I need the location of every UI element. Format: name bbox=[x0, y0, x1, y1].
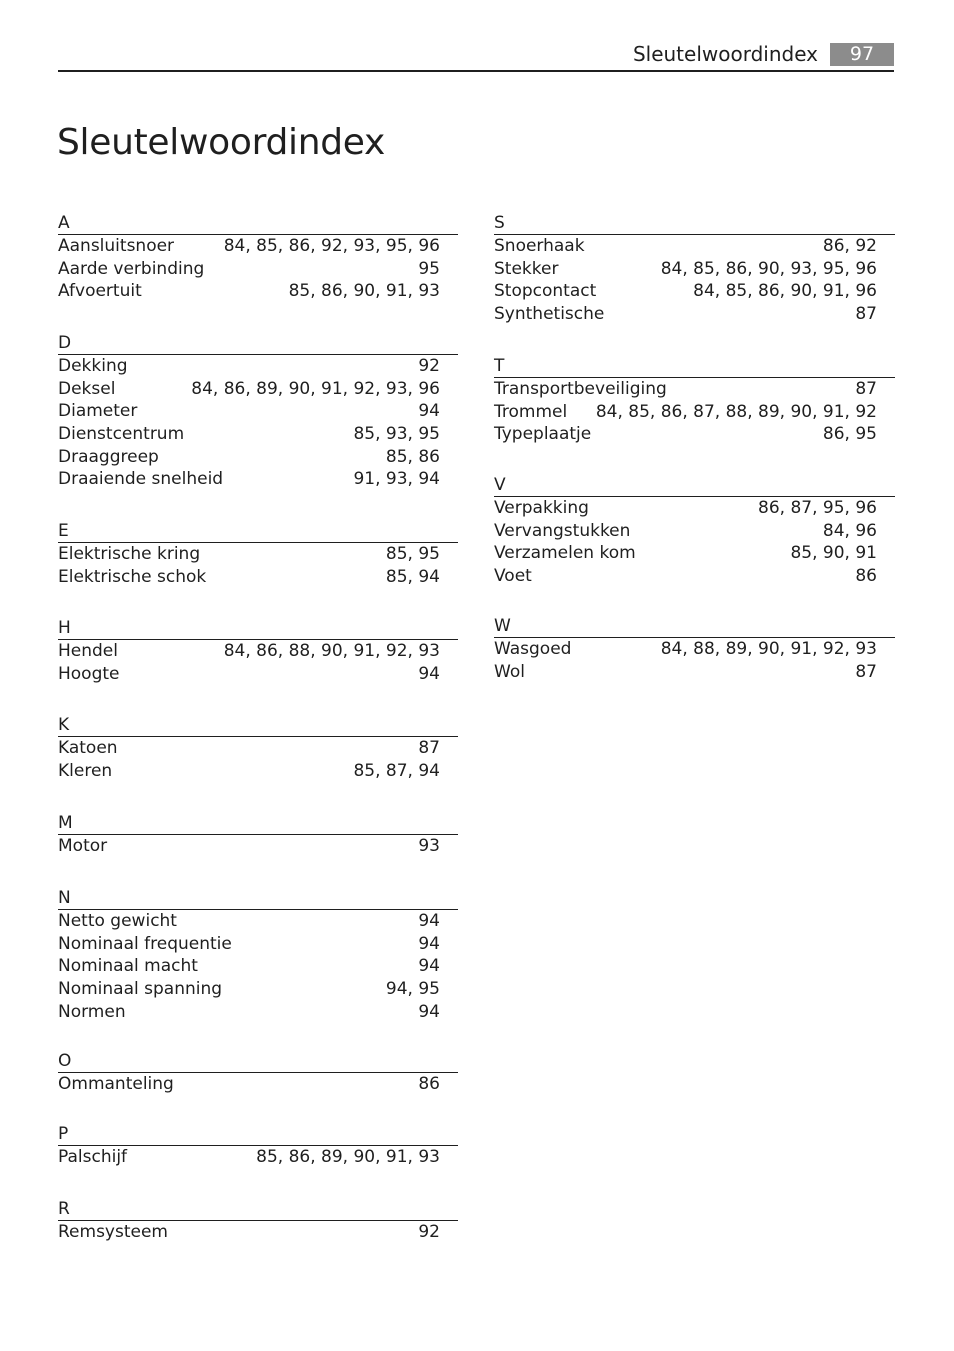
index-term: Transportbeveiliging bbox=[494, 379, 667, 399]
index-entry bbox=[494, 497, 895, 520]
page-number: 97 bbox=[830, 43, 894, 66]
section-letter: V bbox=[494, 474, 895, 497]
index-section bbox=[58, 520, 458, 588]
section-letter: O bbox=[58, 1050, 458, 1073]
index-section bbox=[58, 332, 458, 491]
index-section bbox=[58, 1050, 458, 1096]
index-entry bbox=[494, 520, 895, 543]
index-term: Afvoertuit bbox=[58, 281, 142, 302]
running-header bbox=[58, 40, 894, 72]
index-term: Remsysteem bbox=[58, 1222, 168, 1242]
index-pages: 84, 86, 89, 90, 91, 92, 93, 96 bbox=[191, 378, 440, 399]
index-term: Deksel bbox=[58, 378, 116, 399]
index-entry bbox=[58, 378, 458, 401]
index-pages: 85, 90, 91 bbox=[790, 543, 877, 564]
index-pages: 95 bbox=[418, 258, 440, 279]
index-pages: 94 bbox=[418, 1001, 440, 1022]
running-title: Sleutelwoordindex bbox=[632, 42, 818, 66]
index-entry bbox=[58, 468, 458, 491]
index-term: Normen bbox=[58, 1001, 126, 1022]
section-letter: H bbox=[58, 617, 458, 640]
index-pages: 85, 86 bbox=[385, 446, 440, 467]
index-pages: 86, 92 bbox=[822, 236, 877, 256]
index-term: Nominaal spanning bbox=[58, 979, 223, 1000]
index-term: Elektrische kring bbox=[58, 544, 201, 564]
index-term: Nominaal macht bbox=[58, 956, 198, 977]
index-pages: 87 bbox=[855, 661, 877, 682]
index-pages: 85, 86, 90, 91, 93 bbox=[288, 281, 440, 302]
index-section bbox=[58, 1198, 458, 1244]
index-entry bbox=[58, 400, 458, 423]
index-pages: 93 bbox=[418, 836, 440, 856]
index-term: Wasgoed bbox=[494, 639, 572, 659]
index-pages: 87 bbox=[855, 379, 877, 399]
index-term: Motor bbox=[58, 836, 108, 856]
index-pages: 85, 93, 95 bbox=[353, 424, 440, 445]
index-term: Ommanteling bbox=[58, 1074, 174, 1094]
section-letter: R bbox=[58, 1198, 458, 1221]
index-term: Vervangstukken bbox=[494, 520, 631, 541]
index-pages: 85, 86, 89, 90, 91, 93 bbox=[256, 1147, 440, 1167]
index-pages: 94 bbox=[418, 933, 440, 954]
index-entry bbox=[494, 423, 895, 446]
index-section bbox=[58, 714, 458, 782]
index-term: Hendel bbox=[58, 641, 118, 661]
section-letter: N bbox=[58, 887, 458, 910]
index-pages: 85, 87, 94 bbox=[353, 760, 440, 781]
section-letter: S bbox=[494, 212, 895, 235]
index-section bbox=[58, 1123, 458, 1169]
index-entry bbox=[494, 401, 895, 424]
index-term: Draaggreep bbox=[58, 446, 159, 467]
index-entry bbox=[58, 235, 458, 258]
index-entry bbox=[58, 543, 458, 566]
index-entry bbox=[58, 835, 458, 858]
index-entry bbox=[494, 565, 895, 588]
index-pages: 92 bbox=[418, 1222, 440, 1242]
index-pages: 94 bbox=[418, 956, 440, 977]
index-term: Wol bbox=[494, 661, 525, 682]
index-pages: 86 bbox=[855, 566, 877, 587]
index-entry bbox=[58, 640, 458, 663]
index-entry bbox=[58, 446, 458, 469]
index-entry bbox=[58, 737, 458, 760]
index-pages: 87 bbox=[418, 738, 440, 758]
index-entry bbox=[58, 566, 458, 589]
index-pages: 91, 93, 94 bbox=[353, 469, 440, 490]
index-entry bbox=[58, 1073, 458, 1096]
index-pages: 94 bbox=[418, 401, 440, 422]
index-pages: 86 bbox=[418, 1074, 440, 1094]
index-pages: 94 bbox=[418, 663, 440, 684]
index-pages: 85, 95 bbox=[385, 544, 440, 564]
index-term: Nominaal frequentie bbox=[58, 933, 232, 954]
index-pages: 84, 88, 89, 90, 91, 92, 93 bbox=[660, 639, 877, 659]
index-term: Verzamelen kom bbox=[494, 543, 636, 564]
index-section bbox=[58, 812, 458, 858]
index-entry bbox=[58, 258, 458, 281]
index-entry bbox=[494, 638, 895, 661]
index-term: Katoen bbox=[58, 738, 118, 758]
index-section bbox=[58, 887, 458, 1023]
index-pages: 85, 94 bbox=[385, 566, 440, 587]
index-term: Kleren bbox=[58, 760, 113, 781]
index-term: Dienstcentrum bbox=[58, 424, 185, 445]
index-pages: 94 bbox=[418, 911, 440, 931]
index-term: Aarde verbinding bbox=[58, 258, 205, 279]
index-term: Voet bbox=[494, 566, 532, 587]
section-letter: T bbox=[494, 355, 895, 378]
index-section bbox=[494, 615, 895, 683]
index-pages: 87 bbox=[855, 304, 877, 325]
section-letter: P bbox=[58, 1123, 458, 1146]
section-letter: D bbox=[58, 332, 458, 355]
index-entry bbox=[58, 1001, 458, 1024]
index-pages: 84, 96 bbox=[822, 520, 877, 541]
index-section bbox=[58, 617, 458, 685]
index-entry bbox=[58, 955, 458, 978]
index-entry bbox=[58, 910, 458, 933]
page-title: Sleutelwoordindex bbox=[57, 122, 385, 163]
index-entry bbox=[494, 378, 895, 401]
index-pages: 84, 86, 88, 90, 91, 92, 93 bbox=[223, 641, 440, 661]
index-entry bbox=[58, 933, 458, 956]
index-section bbox=[494, 355, 895, 446]
index-pages: 84, 85, 86, 90, 93, 95, 96 bbox=[660, 258, 877, 279]
index-entry bbox=[494, 542, 895, 565]
index-entry bbox=[494, 235, 895, 258]
index-pages: 86, 95 bbox=[822, 424, 877, 445]
index-term: Typeplaatje bbox=[494, 424, 592, 445]
section-letter: E bbox=[58, 520, 458, 543]
index-entry bbox=[494, 661, 895, 684]
index-term: Hoogte bbox=[58, 663, 120, 684]
index-pages: 84, 85, 86, 90, 91, 96 bbox=[693, 281, 877, 302]
index-term: Netto gewicht bbox=[58, 911, 177, 931]
index-entry bbox=[58, 978, 458, 1001]
index-term: Diameter bbox=[58, 401, 138, 422]
index-entry bbox=[58, 280, 458, 303]
index-entry bbox=[58, 423, 458, 446]
index-pages: 94, 95 bbox=[385, 979, 440, 1000]
index-entry bbox=[58, 1146, 458, 1169]
section-letter: M bbox=[58, 812, 458, 835]
index-pages: 84, 85, 86, 87, 88, 89, 90, 91, 92 bbox=[595, 401, 877, 422]
index-entry bbox=[58, 1221, 458, 1244]
index-section bbox=[58, 212, 458, 303]
index-pages: 86, 87, 95, 96 bbox=[758, 498, 877, 518]
index-section bbox=[494, 212, 895, 326]
index-term: Stekker bbox=[494, 258, 559, 279]
index-pages: 84, 85, 86, 92, 93, 95, 96 bbox=[223, 236, 440, 256]
index-term: Palschijf bbox=[58, 1147, 128, 1167]
index-entry bbox=[58, 663, 458, 686]
index-term: Stopcontact bbox=[494, 281, 597, 302]
index-entry bbox=[58, 355, 458, 378]
section-letter: A bbox=[58, 212, 458, 235]
index-term: Elektrische schok bbox=[58, 566, 207, 587]
index-term: Snoerhaak bbox=[494, 236, 585, 256]
index-term: Synthetische bbox=[494, 304, 605, 325]
index-entry bbox=[494, 258, 895, 281]
index-term: Verpakking bbox=[494, 498, 589, 518]
section-letter: W bbox=[494, 615, 895, 638]
index-section bbox=[494, 474, 895, 588]
section-letter: K bbox=[58, 714, 458, 737]
index-entry bbox=[494, 280, 895, 303]
index-pages: 92 bbox=[418, 356, 440, 376]
index-term: Trommel bbox=[494, 401, 568, 422]
index-entry bbox=[58, 760, 458, 783]
index-term: Aansluitsnoer bbox=[58, 236, 175, 256]
index-entry bbox=[494, 303, 895, 326]
index-term: Dekking bbox=[58, 356, 128, 376]
index-term: Draaiende snelheid bbox=[58, 469, 224, 490]
